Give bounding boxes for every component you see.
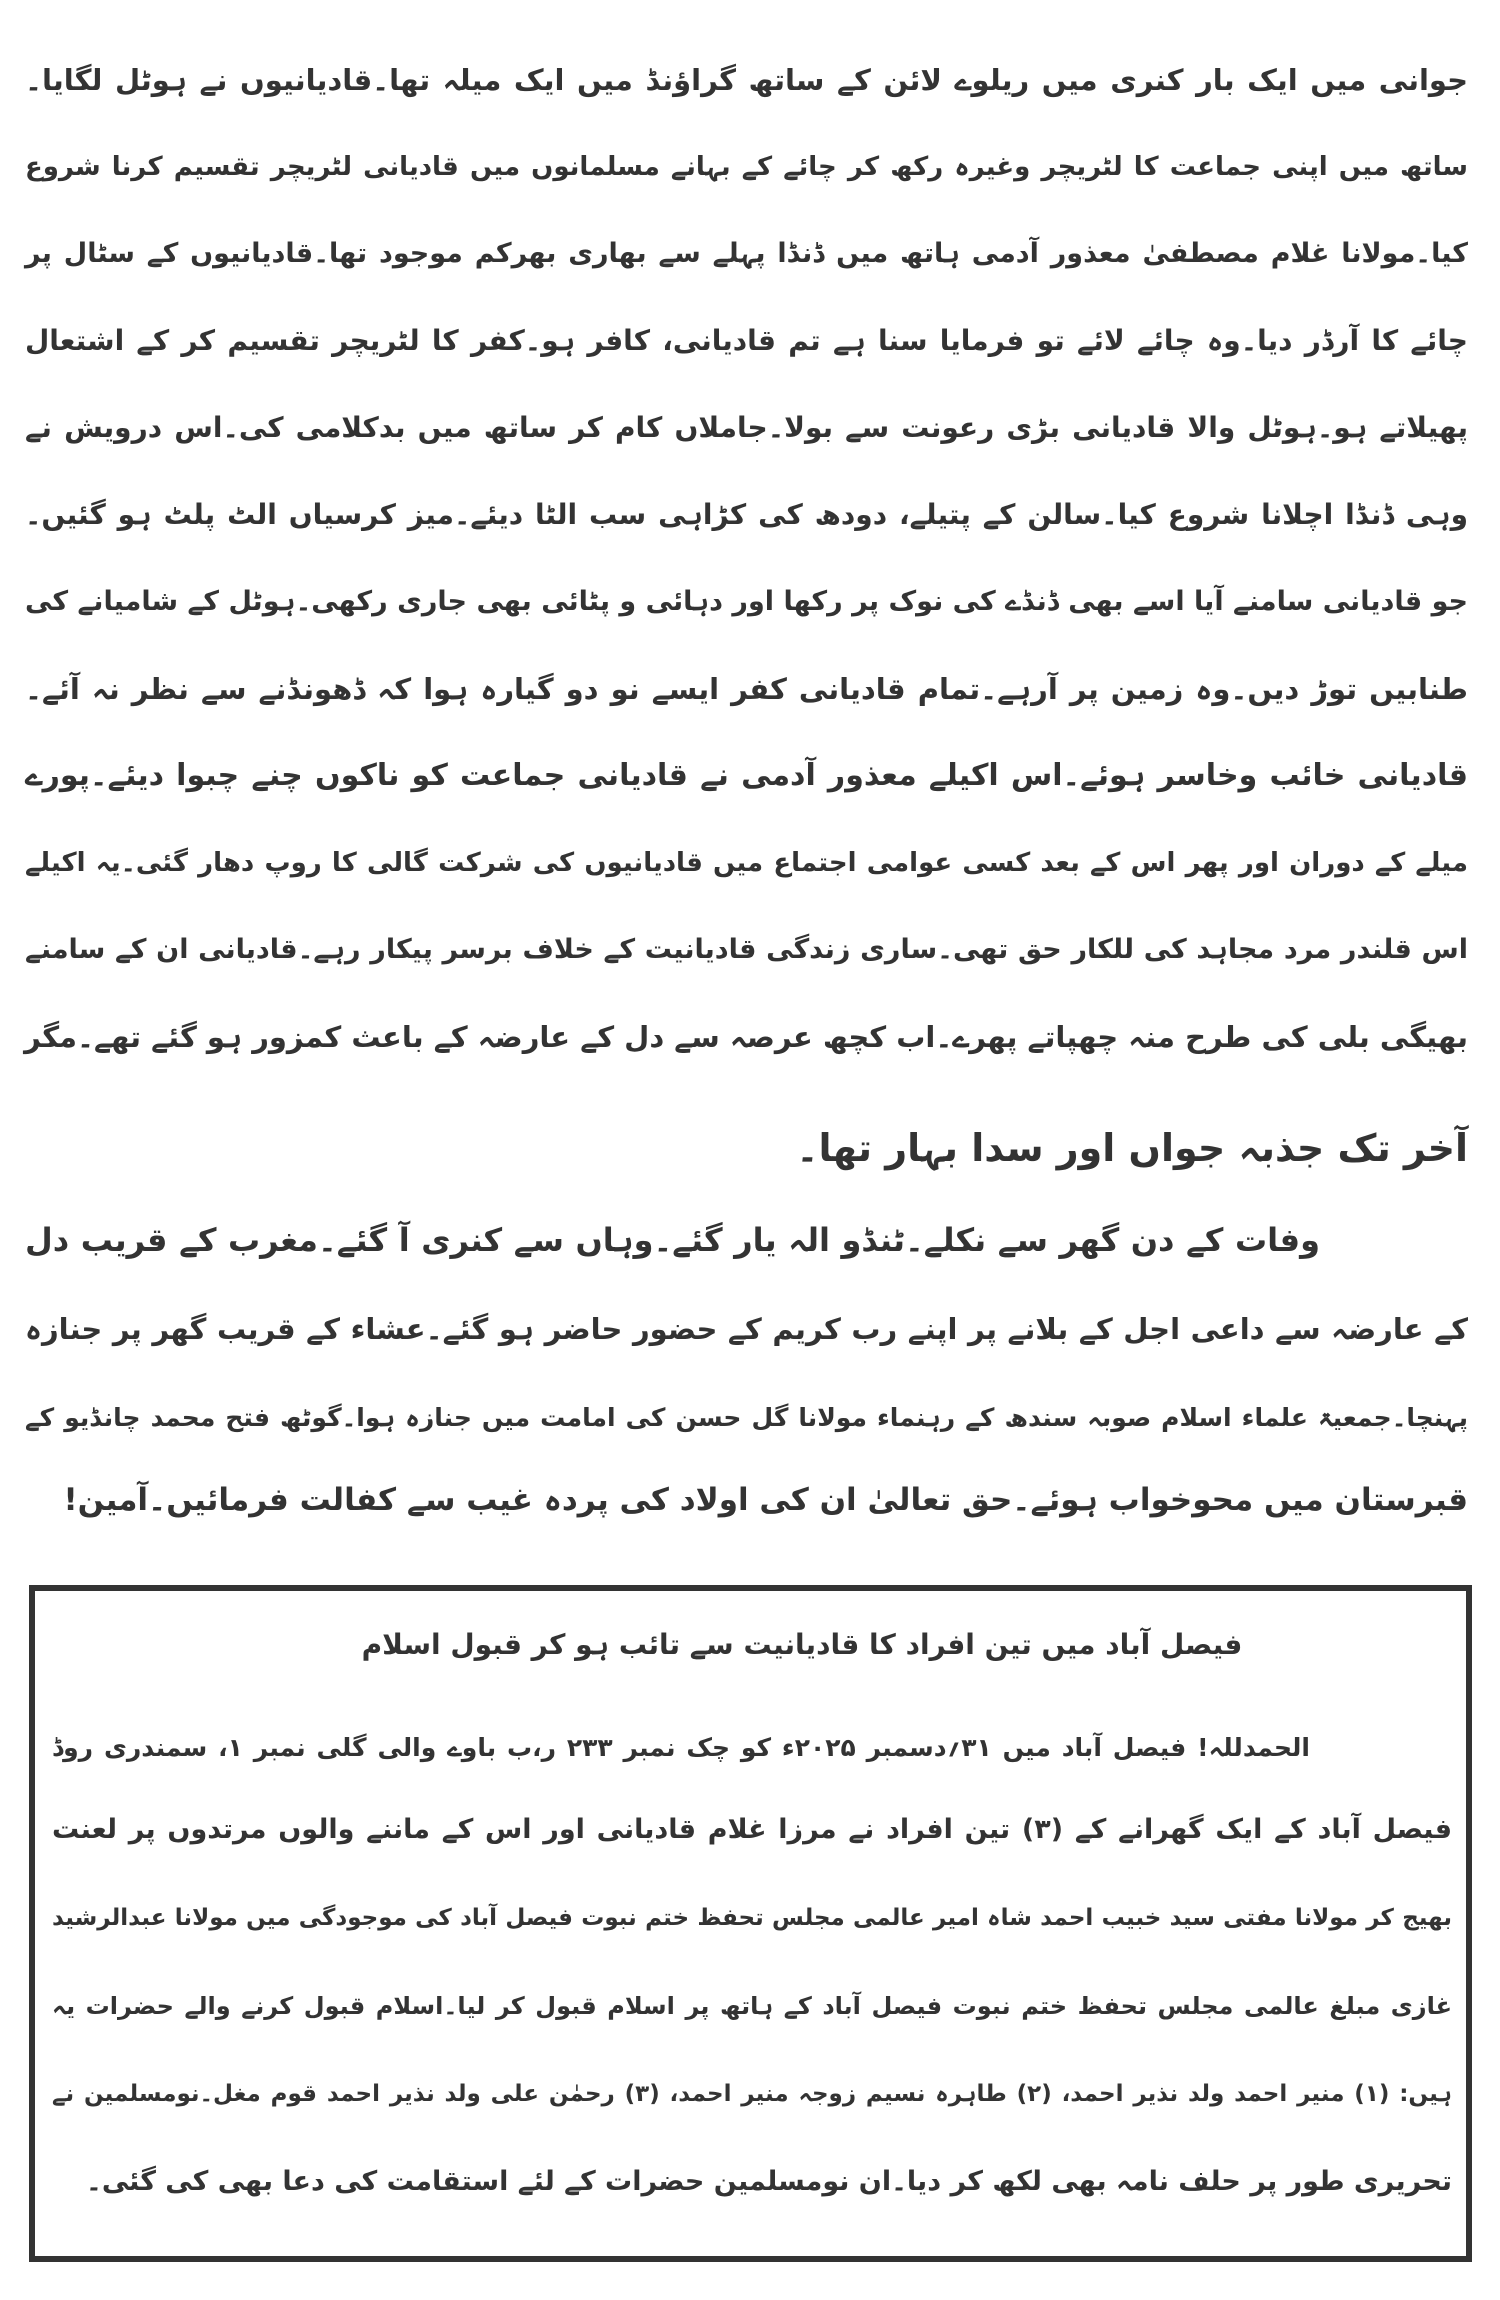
- article-line: جوانی میں ایک بار کنری میں ریلوے لائن کے ساتھ گراؤنڈ میں ایک میلہ تھا۔قادیانیوں نے ہوٹل لگایا۔: [25, 63, 1468, 97]
- news-box-title: فیصل آباد میں تین افراد کا قادیانیت سے تائب ہو کر قبول اسلام: [361, 1628, 1243, 1661]
- article-line: کیا۔مولانا غلام مصطفیٰ معذور آدمی ہاتھ میں ڈنڈا پہلے سے بھاری بھرکم موجود تھا۔قادیانیوں کے سٹال پر: [25, 238, 1468, 269]
- article-line: بھیگی بلی کی طرح منہ چھپاتے پھرے۔اب کچھ عرصہ سے دل کے عارضہ کے باعث کمزور ہو گئے تھے۔مگر: [24, 1020, 1468, 1054]
- paragraph-start-line: وفات کے دن گھر سے نکلے۔ٹنڈو الہ یار گئے۔وہاں سے کنری آ گئے۔مغرب کے قریب دل: [25, 1221, 1320, 1259]
- news-box-line: تحریری طور پر حلف نامہ بھی لکھ کر دیا۔ان نومسلمین حضرات کے لئے استقامت کی دعا بھی کی گئی۔: [86, 2166, 1452, 2197]
- article-line: وہی ڈنڈا اچلانا شروع کیا۔سالن کے پتیلے، دودھ کی کڑاہی سب الٹا دیئے۔میز کرسیاں الٹ پلٹ ہو گئیں۔: [25, 498, 1468, 531]
- article-line: چائے کا آرڈر دیا۔وہ چائے لائے تو فرمایا سنا ہے تم قادیانی، کافر ہو۔کفر کا لٹریچر تقسیم کر کے اشتعال: [25, 324, 1468, 357]
- news-box-line: فیصل آباد کے ایک گھرانے کے (۳) تین افراد نے مرزا غلام قادیانی اور اس کے ماننے والوں مرتدوں پر لعنت: [52, 1814, 1453, 1845]
- article-line: میلے کے دوران اور پھر اس کے بعد کسی عوامی اجتماع میں قادیانیوں کی شرکت گالی کا روپ دھار گئی۔یہ اکیلے: [25, 848, 1468, 878]
- news-box-line: بھیج کر مولانا مفتی سید خبیب احمد شاہ امیر عالمی مجلس تحفظ ختم نبوت فیصل آباد کی موجودگی میں مولانا عبدالرشید: [52, 1905, 1452, 1931]
- article-line: جو قادیانی سامنے آیا اسے بھی ڈنڈے کی نوک پر رکھا اور دہائی و پٹائی بھی جاری رکھی۔ہوٹل کے شامیانے کی: [25, 586, 1468, 617]
- article-line: قبرستان میں محوخواب ہوئے۔حق تعالیٰ ان کی اولاد کی پردہ غیب سے کفالت فرمائیں۔آمین!: [63, 1482, 1468, 1518]
- article-line: ساتھ میں اپنی جماعت کا لٹریچر وغیرہ رکھ کر چائے کے بہانے مسلمانوں میں قادیانی لٹریچر تقسیم کرنا شروع: [25, 152, 1468, 182]
- article-line: پہنچا۔جمعیۃ علماء اسلام صوبہ سندھ کے رہنماء مولانا گل حسن کی امامت میں جنازہ ہوا۔گوٹھ فتح محمد چانڈیو کے: [25, 1403, 1468, 1432]
- article-line: کے عارضہ سے داعی اجل کے بلانے پر اپنے رب کریم کے حضور حاضر ہو گئے۔عشاء کے قریب گھر پر جنازہ: [25, 1312, 1468, 1346]
- article-line: آخر تک جذبہ جواں اور سدا بہار تھا۔: [796, 1126, 1468, 1170]
- news-box-line: غازی مبلغ عالمی مجلس تحفظ ختم نبوت فیصل آباد کے ہاتھ پر اسلام قبول کر لیا۔اسلام قبول کرنے والے حضرات یہ: [52, 1992, 1452, 2020]
- news-box-line: الحمدللہ! فیصل آباد میں ۳۱؍دسمبر ۲۰۲۵ء کو چک نمبر ۲۳۳ ر،ب باوے والی گلی نمبر ۱، سمندری روڈ: [52, 1733, 1310, 1762]
- article-line: پھیلاتے ہو۔ہوٹل والا قادیانی بڑی رعونت سے بولا۔جاملاں کام کر ساتھ میں بدکلامی کی۔اس درویش نے: [25, 411, 1468, 444]
- article-line: اس قلندر مرد مجاہد کی للکار حق تھی۔ساری زندگی قادیانیت کے خلاف برسر پیکار رہے۔قادیانی ان کے سامنے: [25, 934, 1468, 965]
- article-line: طنابیں توڑ دیں۔وہ زمین پر آرہے۔تمام قادیانی کفر ایسے نو دو گیارہ ہوا کہ ڈھونڈنے سے نظر نہ آئے۔: [25, 672, 1468, 706]
- news-box-line: ہیں: (۱) منیر احمد ولد نذیر احمد، (۲) طاہرہ نسیم زوجہ منیر احمد، (۳) رحمٰن علی ولد نذیر احمد قوم مغل۔نومسلمین نے: [52, 2081, 1452, 2107]
- article-line: قادیانی خائب وخاسر ہوئے۔اس اکیلے معذور آدمی نے قادیانی جماعت کو ناکوں چنے چبوا دیئے۔پورے: [25, 758, 1468, 793]
